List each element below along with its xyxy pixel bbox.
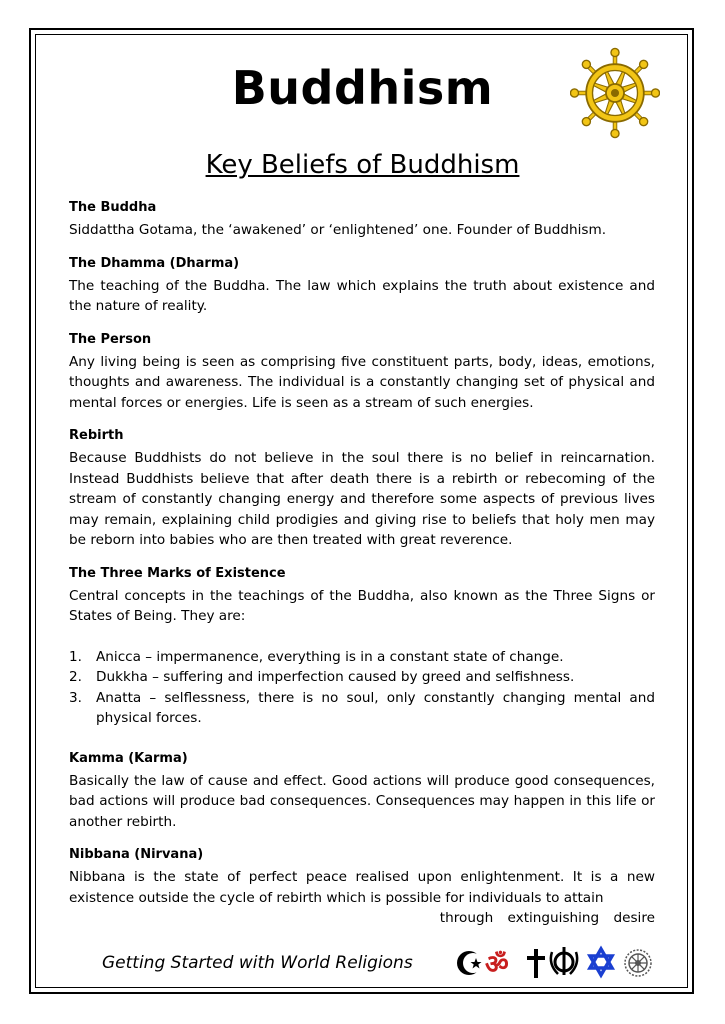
om-icon	[485, 950, 509, 980]
page-title: Buddhism	[231, 61, 494, 115]
svg-text:ॐ: ॐ	[485, 950, 509, 980]
khanda-icon	[551, 947, 577, 975]
list-item	[69, 647, 655, 668]
list-number: 1.	[69, 648, 82, 665]
list-item	[69, 667, 655, 688]
section-text: Because Buddhists do not believe in the soul there is no belief in reincarnation. Instead Buddhists believe that after death there is a rebirth or rebecoming of the stream of constantly changing energy and therefore some aspects of previous lives may remain, explaining child prodigies and giving rise to beliefs that holy men may be reborn into babies who are then treated with great reverence.	[69, 450, 655, 548]
list-item	[69, 688, 655, 729]
section-three-marks	[69, 564, 655, 729]
section-the-buddha	[69, 198, 655, 241]
section-heading: The Dhamma (Dharma)	[69, 255, 240, 271]
section-heading: The Three Marks of Existence	[69, 565, 286, 581]
dharma-wheel-small-icon	[625, 950, 651, 976]
religion-symbols	[452, 944, 662, 980]
section-text-tail: through extinguishing desire	[439, 910, 655, 926]
page-subtitle: Key Beliefs of Buddhism	[205, 150, 520, 180]
section-text: Basically the law of cause and effect. Good actions will produce good consequences, bad actions will produce bad consequences. Consequences may happen in this life or another rebirth.	[69, 772, 655, 830]
dharma-wheel-icon	[570, 46, 660, 140]
section-heading: The Buddha	[69, 200, 157, 215]
section-heading: Nibbana (Nirvana)	[69, 847, 204, 862]
list-text: Anicca – impermanence, everything is in a constant state of change.	[96, 648, 564, 665]
section-heading: The Person	[69, 331, 152, 347]
cross-icon	[527, 949, 545, 978]
section-nibbana	[69, 845, 655, 929]
marks-list	[69, 647, 655, 729]
section-kamma	[69, 749, 655, 833]
content	[69, 198, 655, 942]
list-text: Dukkha – suffering and imperfection caused by greed and selfishness.	[96, 669, 575, 685]
section-text: Any living being is seen as comprising five constituent parts, body, ideas, emotions, thoughts and awareness. The individual is a constantly changing set of physical and mental forces or energies. Life is seen as a stream of such energies.	[69, 353, 655, 411]
section-the-dhamma	[69, 254, 655, 317]
star-of-david-icon	[590, 949, 612, 975]
section-heading: Rebirth	[69, 428, 124, 443]
section-text: Nibbana is the state of perfect peace realised upon enlightenment. It is a new existence outside the cycle of rebirth which is possible for individuals to attain	[69, 869, 655, 906]
section-heading: Kamma (Karma)	[69, 750, 188, 766]
list-number: 3.	[69, 689, 82, 706]
section-text: The teaching of the Buddha. The law which explains the truth about existence and the nature of reality.	[69, 277, 655, 314]
section-text: Central concepts in the teachings of the Buddha, also known as the Three Signs or States of Being. They are:	[69, 587, 655, 624]
footer-title: Getting Started with World Religions	[102, 953, 413, 973]
section-text: Siddattha Gotama, the ‘awakened’ or ‘enlightened’ one. Founder of Buddhism.	[69, 222, 607, 238]
section-the-person	[69, 330, 655, 414]
section-rebirth	[69, 426, 655, 551]
list-number: 2.	[69, 669, 82, 685]
list-text: Anatta – selflessness, there is no soul, only constantly changing mental and physical forces.	[96, 689, 655, 726]
star-crescent-icon	[457, 951, 483, 975]
